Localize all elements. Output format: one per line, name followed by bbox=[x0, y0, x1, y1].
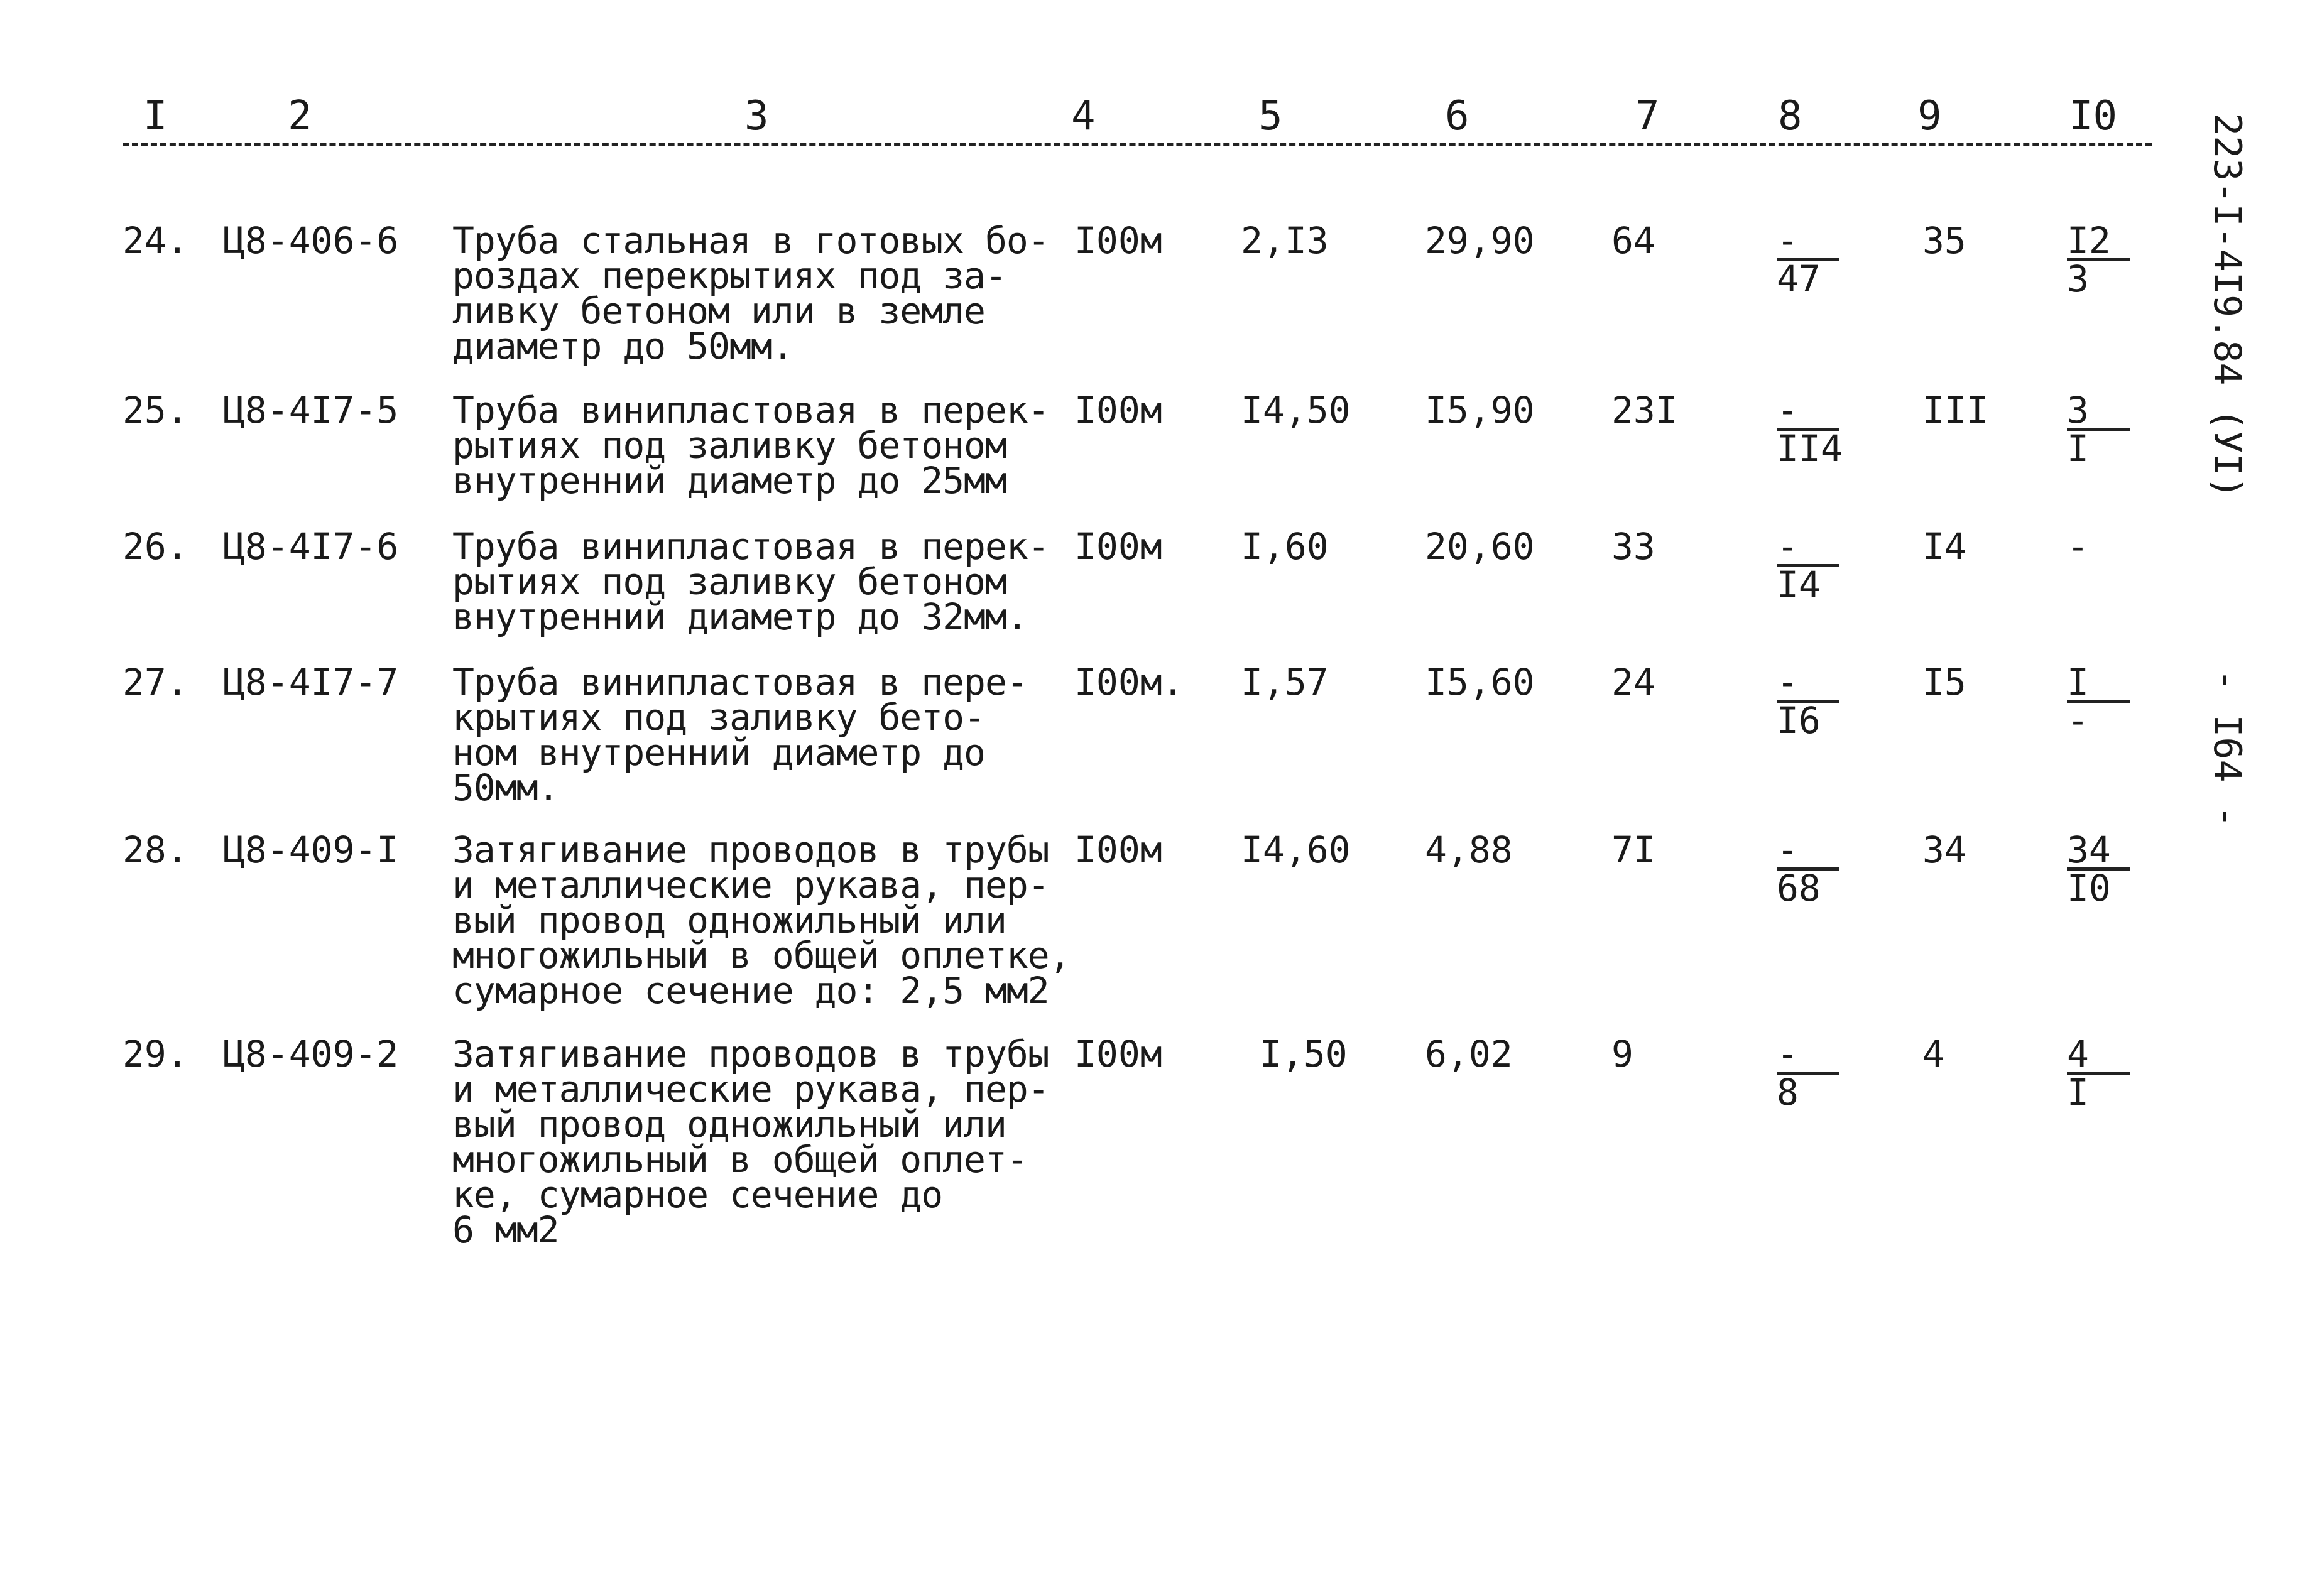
col8-fraction bbox=[1777, 828, 1858, 909]
column-header-10: I0 bbox=[2069, 93, 2118, 139]
col5-value: I4,50 bbox=[1241, 389, 1351, 432]
col8-numerator: - bbox=[1777, 529, 1839, 567]
col5-value: I4,60 bbox=[1241, 828, 1351, 871]
row-number: 25. bbox=[123, 389, 188, 432]
col7-value: 24 bbox=[1611, 661, 1655, 703]
col10-fraction bbox=[2067, 389, 2149, 470]
header-divider bbox=[123, 143, 2152, 146]
col7-value: 64 bbox=[1611, 219, 1655, 262]
col10-value: - bbox=[2067, 525, 2089, 568]
work-description: Труба стальная в готовых бо- роздах перекрытиях под за- ливку бетоном или в земле диаметр до 50мм. bbox=[452, 219, 1049, 367]
col10-fraction bbox=[2067, 219, 2149, 300]
col8-denominator: 68 bbox=[1777, 867, 1821, 909]
col8-numerator: - bbox=[1777, 393, 1839, 431]
col5-value: I,57 bbox=[1241, 661, 1329, 703]
col10-numerator: 34 bbox=[2067, 832, 2130, 871]
column-header-1: I bbox=[143, 93, 168, 139]
column-header-7: 7 bbox=[1635, 93, 1660, 139]
column-header-4: 4 bbox=[1071, 93, 1096, 139]
document-code-vertical: 223-I-4I9.84 (УI) bbox=[2205, 113, 2249, 499]
col8-fraction bbox=[1777, 389, 1858, 470]
unit: I00м bbox=[1074, 219, 1162, 262]
col8-numerator: - bbox=[1777, 832, 1839, 871]
col10-numerator: I2 bbox=[2067, 223, 2130, 261]
col10-denominator: 3 bbox=[2067, 258, 2089, 300]
col10-numerator: I bbox=[2067, 665, 2130, 703]
page-number-vertical: - I64 - bbox=[2205, 669, 2249, 828]
column-header-5: 5 bbox=[1258, 93, 1283, 139]
col6-value: 6,02 bbox=[1425, 1033, 1513, 1075]
col7-value: 23I bbox=[1611, 389, 1677, 432]
col5-value: I,50 bbox=[1260, 1033, 1348, 1075]
price-code: Ц8-409-I bbox=[223, 828, 399, 871]
col8-fraction bbox=[1777, 661, 1858, 742]
row-number: 29. bbox=[123, 1033, 188, 1075]
price-code: Ц8-409-2 bbox=[223, 1033, 399, 1075]
col8-numerator: - bbox=[1777, 1036, 1839, 1075]
col6-value: 4,88 bbox=[1425, 828, 1513, 871]
work-description: Труба винипластовая в перек- рытиях под заливку бетоном внутренний диаметр до 25мм bbox=[452, 389, 1049, 502]
col6-value: 20,60 bbox=[1425, 525, 1535, 568]
column-header-9: 9 bbox=[1917, 93, 1942, 139]
price-code: Ц8-4I7-5 bbox=[223, 389, 399, 432]
unit: I00м. bbox=[1074, 661, 1184, 703]
col8-numerator: - bbox=[1777, 665, 1839, 703]
col10-numerator: 4 bbox=[2067, 1036, 2130, 1075]
col9-value: I4 bbox=[1922, 525, 1966, 568]
col8-denominator: I4 bbox=[1777, 563, 1821, 606]
col9-value: 4 bbox=[1922, 1033, 1944, 1075]
col9-value: 34 bbox=[1922, 828, 1966, 871]
col9-value: 35 bbox=[1922, 219, 1966, 262]
column-header-2: 2 bbox=[288, 93, 312, 139]
col10-denominator: I bbox=[2067, 427, 2089, 470]
col7-value: 7I bbox=[1611, 828, 1655, 871]
col8-fraction bbox=[1777, 525, 1858, 606]
col8-denominator: 47 bbox=[1777, 258, 1821, 300]
col10-fraction bbox=[2067, 661, 2149, 742]
col7-value: 9 bbox=[1611, 1033, 1633, 1075]
col10-denominator: I bbox=[2067, 1071, 2089, 1114]
row-number: 28. bbox=[123, 828, 188, 871]
col10-numerator: 3 bbox=[2067, 393, 2130, 431]
col6-value: I5,60 bbox=[1425, 661, 1535, 703]
work-description: Затягивание проводов в трубы и металлические рукава, пер- вый провод одножильный или многожильный в общей оплет- ке, сумарное сечение до 6 мм2 bbox=[452, 1033, 1049, 1251]
col10-denominator: - bbox=[2067, 699, 2089, 742]
col10-fraction bbox=[2067, 828, 2149, 909]
price-code: Ц8-4I7-7 bbox=[223, 661, 399, 703]
col8-fraction bbox=[1777, 1033, 1858, 1114]
col5-value: I,60 bbox=[1241, 525, 1329, 568]
col8-fraction bbox=[1777, 219, 1858, 300]
col10-fraction bbox=[2067, 1033, 2149, 1114]
column-header-3: 3 bbox=[744, 93, 769, 139]
col8-denominator: 8 bbox=[1777, 1071, 1799, 1114]
column-header-6: 6 bbox=[1445, 93, 1469, 139]
work-description: Труба винипластовая в пере- крытиях под заливку бето- ном внутренний диаметр до 50мм. bbox=[452, 661, 1028, 809]
unit: I00м bbox=[1074, 525, 1162, 568]
col8-denominator: II4 bbox=[1777, 427, 1843, 470]
unit: I00м bbox=[1074, 389, 1162, 432]
row-number: 27. bbox=[123, 661, 188, 703]
unit: I00м bbox=[1074, 828, 1162, 871]
col8-denominator: I6 bbox=[1777, 699, 1821, 742]
price-code: Ц8-4I7-6 bbox=[223, 525, 399, 568]
col9-value: III bbox=[1922, 389, 1988, 432]
col6-value: I5,90 bbox=[1425, 389, 1535, 432]
work-description: Труба винипластовая в перек- рытиях под заливку бетоном внутренний диаметр до 32мм. bbox=[452, 525, 1049, 638]
row-number: 24. bbox=[123, 219, 188, 262]
column-header-8: 8 bbox=[1778, 93, 1802, 139]
row-number: 26. bbox=[123, 525, 188, 568]
price-code: Ц8-406-6 bbox=[223, 219, 399, 262]
col9-value: I5 bbox=[1922, 661, 1966, 703]
col10-denominator: I0 bbox=[2067, 867, 2111, 909]
col8-numerator: - bbox=[1777, 223, 1839, 261]
col6-value: 29,90 bbox=[1425, 219, 1535, 262]
col5-value: 2,I3 bbox=[1241, 219, 1329, 262]
unit: I00м bbox=[1074, 1033, 1162, 1075]
col7-value: 33 bbox=[1611, 525, 1655, 568]
work-description: Затягивание проводов в трубы и металлические рукава, пер- вый провод одножильный или многожильный в общей оплетке, сумарное сечение до: 2,5 мм2 bbox=[452, 828, 1071, 1012]
